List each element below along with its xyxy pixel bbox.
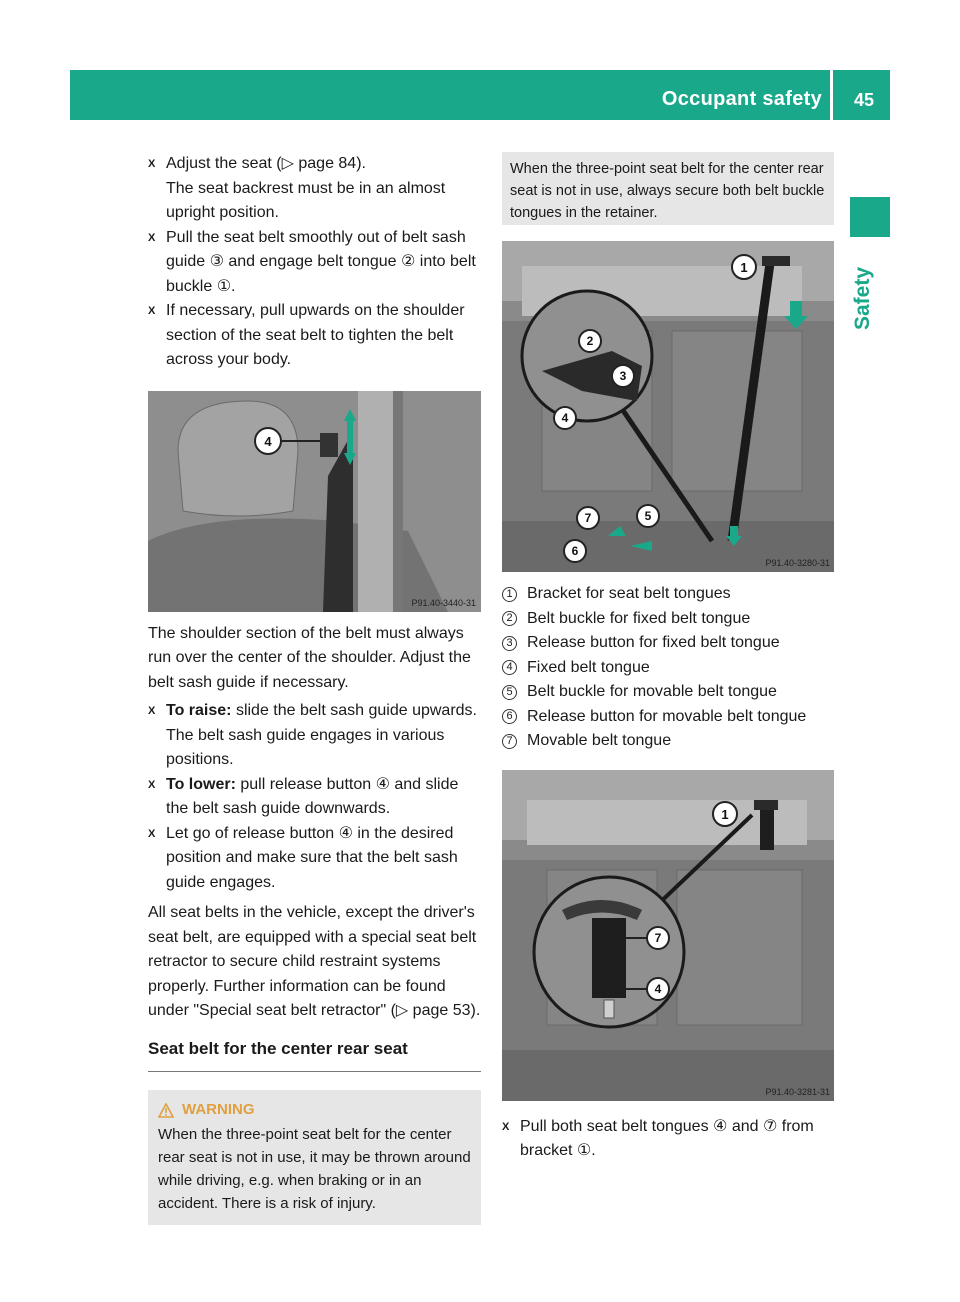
belt-sash-guide-illustration bbox=[148, 391, 481, 612]
warning-header bbox=[158, 1098, 471, 1123]
arrow-right-icon: X bbox=[148, 778, 156, 791]
callout-4: 4 bbox=[264, 433, 272, 449]
right-column bbox=[502, 152, 834, 1164]
raise-label: To raise: bbox=[166, 702, 232, 719]
paragraph-retractor: All seat belts in the vehicle, except the driver's seat belt, are equipped with a special seat belt retractor to secure child restraint systems properly. Further information can be found under "Special seat belt retractor" (▷ page 53). bbox=[148, 904, 481, 1019]
legend-text: Movable belt tongue bbox=[527, 732, 672, 749]
lower-text: pull release button ④ and slide the belt sash guide downwards. bbox=[166, 775, 459, 817]
section-title: Occupant safety bbox=[661, 88, 822, 110]
lower-label: To lower: bbox=[166, 775, 236, 793]
step-lower bbox=[148, 773, 481, 822]
legend-item-2 bbox=[502, 607, 834, 632]
legend-text: Bracket for seat belt tongues bbox=[527, 585, 731, 602]
header-bar bbox=[70, 70, 890, 120]
step-text: If necessary, pull upwards on the shoulder section of the seat belt to tighten the belt across your body. bbox=[166, 302, 465, 368]
callout-4: 4 bbox=[654, 981, 662, 996]
note-box: When the three-point seat belt for the center rear seat is not in use, always secure both belt buckle tongues in the retainer. bbox=[502, 152, 834, 225]
left-column bbox=[148, 152, 481, 1225]
bracket-image bbox=[502, 770, 834, 1101]
step-text: Let go of release button ④ in the desired position and make sure that the belt sash guide engages. bbox=[166, 824, 458, 891]
step-let-go bbox=[148, 822, 481, 896]
arrow-right-icon: X bbox=[148, 305, 156, 317]
callout-7: 7 bbox=[584, 511, 592, 525]
section-heading: Seat belt for the center rear seat bbox=[148, 1037, 481, 1073]
callout-4: 4 bbox=[561, 411, 569, 425]
legend-list bbox=[502, 582, 834, 754]
bracket-illustration bbox=[502, 770, 834, 1101]
arrow-right-icon: X bbox=[148, 705, 156, 717]
step-pull-tongues bbox=[502, 1115, 834, 1164]
legend-number: 2 bbox=[502, 611, 517, 626]
image-code: P91.40-3440-31 bbox=[411, 597, 476, 608]
header-divider bbox=[830, 70, 833, 120]
warning-triangle-icon bbox=[158, 1103, 174, 1118]
side-tab-marker bbox=[850, 197, 890, 237]
callout-1: 1 bbox=[740, 260, 748, 275]
rear-seat-belt-image bbox=[502, 241, 834, 572]
legend-item-5 bbox=[502, 680, 834, 705]
legend-number: 5 bbox=[502, 685, 517, 700]
callout-1: 1 bbox=[721, 806, 729, 822]
callout-2: 2 bbox=[586, 334, 594, 348]
step-adjust-seat bbox=[148, 152, 481, 226]
image-code: P91.40-3280-31 bbox=[765, 558, 830, 568]
callout-7: 7 bbox=[654, 930, 662, 945]
legend-item-7 bbox=[502, 729, 834, 754]
step-raise bbox=[148, 699, 481, 773]
arrow-right-icon: X bbox=[148, 827, 156, 840]
step-pull-belt bbox=[148, 226, 481, 300]
step-tighten-belt bbox=[148, 299, 481, 373]
legend-text: Belt buckle for movable belt tongue bbox=[527, 683, 777, 700]
legend-number: 3 bbox=[502, 636, 517, 651]
arrow-right-icon: X bbox=[502, 1120, 510, 1133]
legend-text: Fixed belt tongue bbox=[527, 658, 650, 676]
arrow-right-icon: X bbox=[148, 158, 156, 170]
legend-number: 6 bbox=[502, 709, 517, 724]
warning-text: When the three-point seat belt for the center rear seat is not in use, it may be thrown around while driving, e.g. when braking or in an accident. There is a risk of injury. bbox=[158, 1126, 471, 1212]
legend-number: 1 bbox=[502, 587, 517, 602]
paragraph-shoulder: The shoulder section of the belt must always run over the center of the shoulder. Adjust the belt sash guide if necessary. bbox=[148, 624, 471, 691]
legend-item-3 bbox=[502, 631, 834, 656]
callout-3: 3 bbox=[619, 369, 627, 383]
page-number: 45 bbox=[853, 90, 874, 110]
legend-text: Release button for movable belt tongue bbox=[527, 707, 807, 725]
rear-seat-illustration bbox=[502, 241, 834, 572]
legend-item-4 bbox=[502, 656, 834, 681]
legend-text: Belt buckle for fixed belt tongue bbox=[527, 609, 751, 627]
step-text: Pull both seat belt tongues ④ and ⑦ from bracket ①. bbox=[520, 1117, 814, 1159]
legend-item-1 bbox=[502, 582, 834, 607]
callout-5: 5 bbox=[644, 509, 652, 523]
warning-title: WARNING bbox=[182, 1101, 255, 1118]
legend-item-6 bbox=[502, 705, 834, 730]
legend-text: Release button for fixed belt tongue bbox=[527, 634, 780, 651]
side-tab-label: Safety bbox=[851, 266, 874, 330]
callout-6: 6 bbox=[571, 544, 579, 558]
arrow-right-icon: X bbox=[148, 231, 156, 244]
step-text: Pull the seat belt smoothly out of belt sash guide ③ and engage belt tongue ② into belt buckle ①. bbox=[166, 228, 476, 295]
legend-number: 7 bbox=[502, 734, 517, 749]
legend-number: 4 bbox=[502, 660, 517, 675]
raise-text: slide the belt sash guide upwards. The belt sash guide engages in various positions. bbox=[166, 702, 477, 768]
step-text: Adjust the seat (▷ page 84). The seat backrest must be in an almost upright position. bbox=[166, 155, 446, 221]
image-code: P91.40-3281-31 bbox=[765, 1086, 830, 1097]
belt-sash-guide-image bbox=[148, 391, 481, 612]
warning-box bbox=[148, 1090, 481, 1225]
